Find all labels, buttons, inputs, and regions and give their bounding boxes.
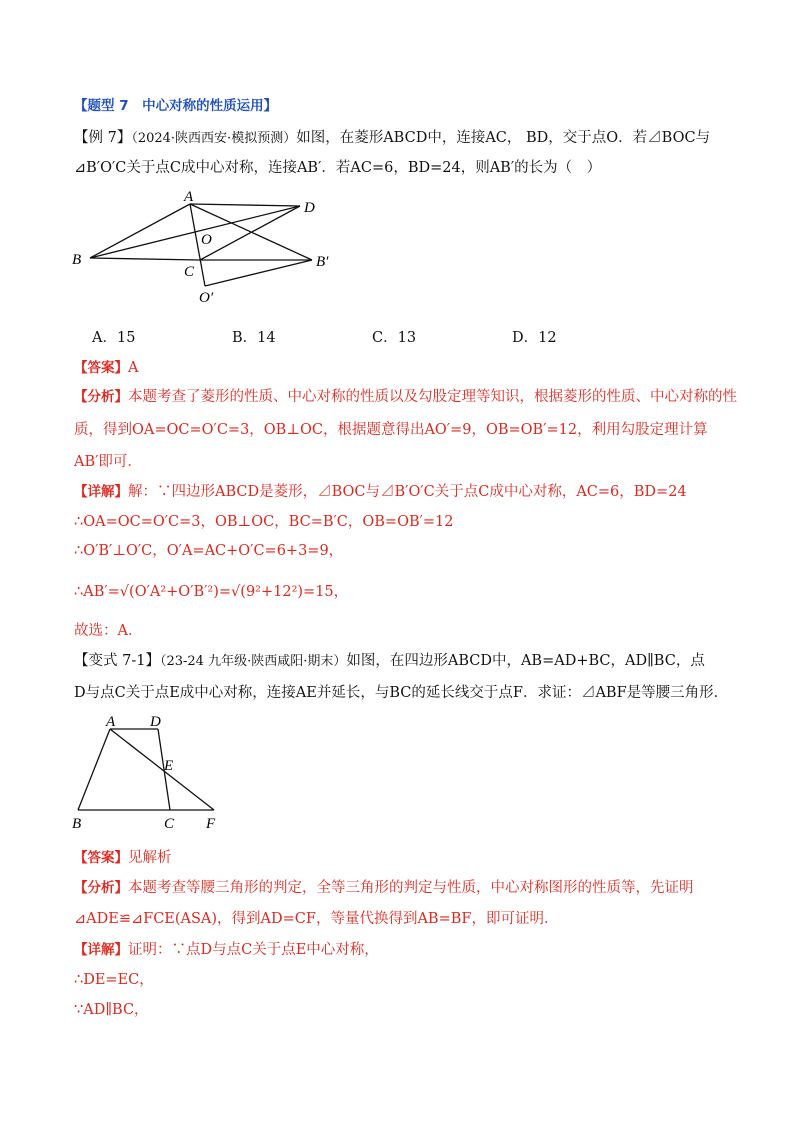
ex7-option-b: B．14 [232, 330, 276, 346]
ex7-detail-line2: ∴OA=OC=O′C=3，OB⊥OC，BC=B′C，OB=OB′=12 [74, 514, 454, 530]
ex7-analysis-line3: AB′即可． [74, 454, 142, 470]
ex7-tag: 【例 7】 [74, 130, 132, 146]
ex7-question-line1 [74, 128, 710, 149]
var71-detail-text1: 证明：∵点D与点C关于点E中心对称， [128, 942, 379, 958]
ex7-answer [74, 358, 138, 378]
var71-label-A: A [106, 714, 116, 730]
var71-label-E: E [164, 758, 174, 774]
ex7-detail-tag: 【详解】 [74, 484, 128, 500]
var71-question-line2: D与点C关于点E成中心对称，连接AE并延长，与BC的延长线交于点F．求证：⊿ABF是等腰三角形． [74, 685, 729, 701]
ex7-label-D: D [304, 200, 315, 216]
ex7-detail-text1: 解：∵四边形ABCD是菱形，⊿BOC与⊿B′O′C关于点C成中心对称，AC=6，BD=24 [128, 484, 687, 500]
var71-label-F: F [206, 816, 216, 832]
ex7-option-d: D．12 [512, 330, 557, 346]
var71-answer-tag: 【答案】 [74, 850, 128, 866]
ex7-option-a: A．15 [92, 330, 136, 346]
ex7-detail-line3: ∴O′B′⊥O′C，O′A=AC+O′C=6+3=9， [74, 543, 344, 559]
ex7-label-Oprime: O′ [199, 290, 214, 306]
ex7-detail-line4: ∴AB′=√(O′A²+O′B′²)=√(9²+12²)=15， [74, 584, 349, 600]
var71-detail-line1 [74, 940, 379, 960]
ex7-label-A: A [184, 189, 194, 205]
var71-detail-line3: ∵AD∥BC， [74, 1002, 149, 1018]
ex7-label-C: C [184, 264, 195, 280]
ex7-analysis-line2: 质，得到OA=OC=O′C=3，OB⊥OC，根据题意得出AO′=9，OB=OB′=12，利用勾股定理计算 [74, 422, 708, 438]
ex7-question-line2: ⊿B′O′C关于点C成中心对称，连接AB′．若AC=6，BD=24，则AB′的长为（ ） [74, 160, 602, 176]
var71-analysis-line1 [74, 878, 694, 898]
ex7-analysis-line1 [74, 387, 737, 407]
var71-detail-line2: ∴DE=EC， [74, 972, 154, 988]
ex7-answer-tag: 【答案】 [74, 360, 128, 376]
var71-label-C: C [164, 816, 175, 832]
var71-analysis-text1: 本题考查等腰三角形的判定，全等三角形的判定与性质，中心对称图形的性质等，先证明 [128, 880, 694, 896]
ex7-label-O: O [201, 232, 212, 248]
var71-answer [74, 848, 172, 868]
ex7-label-Bprime: B′ [316, 254, 329, 270]
var71-detail-tag: 【详解】 [74, 942, 128, 958]
var71-text1: 如图，在四边形ABCD中，AB=AD+BC，AD∥BC，点 [346, 653, 705, 669]
var71-source: （23-24 九年级·陕西咸阳·期末） [159, 654, 347, 669]
ex7-analysis-tag: 【分析】 [74, 389, 128, 405]
section-title: 【题型 7 中心对称的性质运用】 [74, 98, 278, 114]
var71-analysis-tag: 【分析】 [74, 880, 128, 896]
ex7-label-B: B [72, 252, 82, 268]
var71-figure [66, 712, 236, 834]
var71-analysis-line2: ⊿ADE≌⊿FCE(ASA)，得到AD=CF，等量代换得到AB=BF，即可证明． [74, 911, 559, 927]
var71-tag: 【变式 7-1】 [74, 653, 160, 669]
ex7-source: （2024·陕西西安·模拟预测） [131, 131, 297, 146]
ex7-answer-value: A [128, 360, 139, 376]
var71-question-line1 [74, 651, 705, 672]
ex7-text1: 如图，在菱形ABCD中，连接AC， BD，交于点O．若⊿BOC与 [296, 130, 711, 146]
ex7-detail-line1 [74, 482, 687, 502]
var71-label-D: D [150, 714, 161, 730]
ex7-figure [60, 186, 360, 311]
ex7-options [92, 328, 652, 348]
var71-label-B: B [72, 816, 82, 832]
ex7-analysis-text1: 本题考查了菱形的性质、中心对称的性质以及勾股定理等知识，根据菱形的性质、中心对称的性 [128, 389, 737, 405]
var71-answer-value: 见解析 [128, 850, 172, 866]
ex7-option-c: C．13 [372, 330, 417, 346]
ex7-final: 故选：A． [74, 623, 143, 639]
